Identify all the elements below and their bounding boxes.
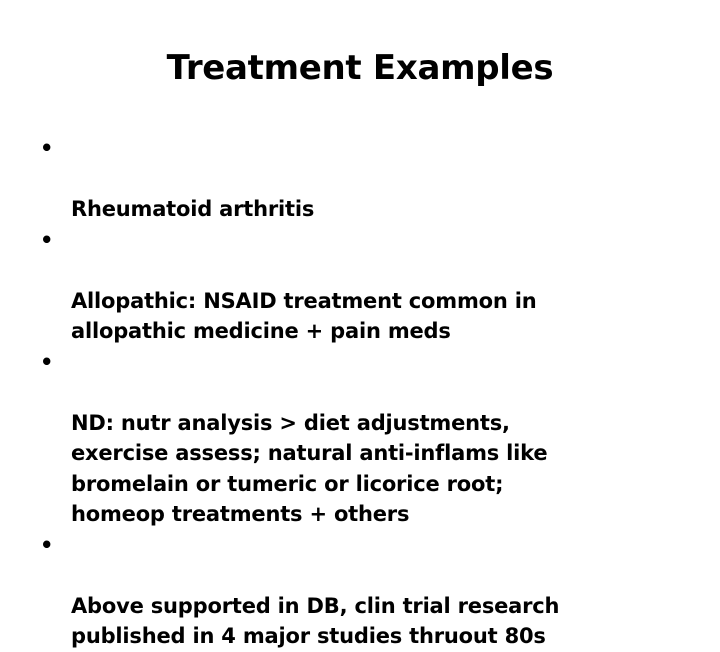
bullet-text: Above supported in DB, clin trial research published in 4 major studies thruout 80s [71,593,560,648]
bullet-text: Rheumatoid arthritis [71,197,315,221]
bullet-item [40,225,700,347]
bullet-item [40,347,700,530]
bullet-icon: • [40,227,54,252]
bullet-list [40,133,700,652]
bullet-icon: • [40,532,54,557]
bullet-item [40,530,700,652]
slide-title: Treatment Examples [166,48,554,88]
bullet-text: Allopathic: NSAID treatment common in allopathic medicine + pain meds [71,288,537,343]
bullet-text: ND: nutr analysis > diet adjustments, exercise assess; natural anti-inflams like bromelain or tumeric or licorice root; homeop treatments + others [71,410,548,526]
bullet-item [40,133,700,225]
bullet-icon: • [40,349,54,374]
bullet-icon: • [40,136,54,160]
